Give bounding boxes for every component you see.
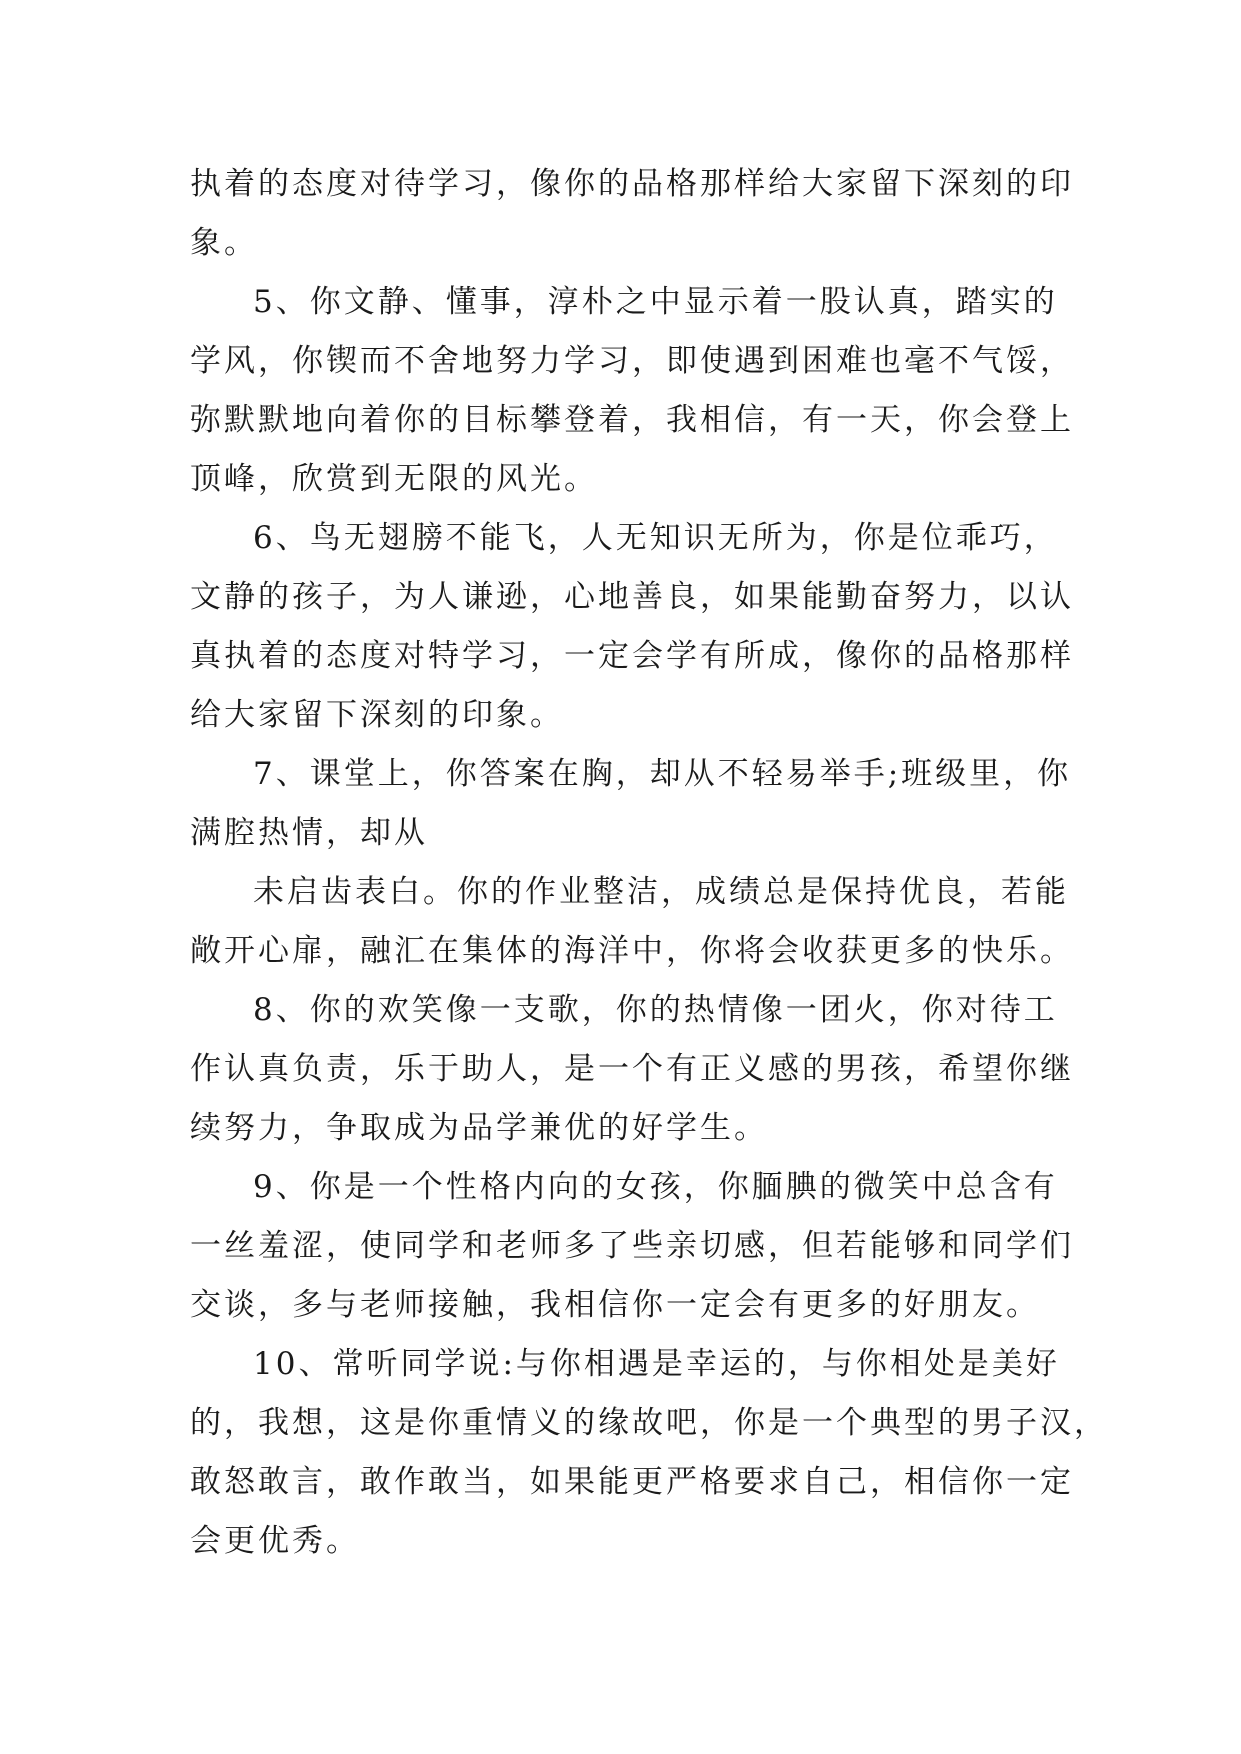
text-line: 交谈，多与老师接触，我相信你一定会有更多的好朋友。 xyxy=(190,1287,1040,1323)
text-line: 续努力，争取成为品学兼优的好学生。 xyxy=(190,1110,768,1146)
text-line: 敢怒敢言，敢作敢当，如果能更严格要求自己，相信你一定 xyxy=(190,1464,1074,1500)
text-line: 5、你文静、懂事，淳朴之中显示着一股认真，踏实的 xyxy=(253,284,1058,320)
text-line: 弥默默地向着你的目标攀登着，我相信，有一天，你会登上 xyxy=(190,402,1074,438)
text-line: 9、你是一个性格内向的女孩，你腼腆的微笑中总含有 xyxy=(253,1169,1058,1205)
text-line: 未启齿表白。你的作业整洁，成绩总是保持优良，若能 xyxy=(253,874,1069,910)
text-line: 学风，你锲而不舍地努力学习，即使遇到困难也毫不气馁， xyxy=(190,343,1074,379)
text-line: 作认真负责，乐于助人，是一个有正义感的男孩，希望你继 xyxy=(190,1051,1074,1087)
text-line: 敞开心扉，融汇在集体的海洋中，你将会收获更多的快乐。 xyxy=(190,933,1074,969)
text-line: 7、课堂上，你答案在胸，却从不轻易举手;班级里，你 xyxy=(253,756,1072,792)
text-line: 的，我想，这是你重情义的缘故吧，你是一个典型的男子汉， xyxy=(190,1405,1108,1441)
text-line: 象。 xyxy=(190,225,258,261)
text-line: 文静的孩子，为人谦逊，心地善良，如果能勤奋努力，以认 xyxy=(190,579,1074,615)
text-line: 10、常听同学说:与你相遇是幸运的，与你相处是美好 xyxy=(253,1346,1060,1382)
text-line: 顶峰，欣赏到无限的风光。 xyxy=(190,461,598,497)
text-line: 执着的态度对待学习，像你的品格那样给大家留下深刻的印 xyxy=(190,166,1074,202)
text-line: 真执着的态度对特学习，一定会学有所成，像你的品格那样 xyxy=(190,638,1074,674)
text-line: 给大家留下深刻的印象。 xyxy=(190,697,564,733)
text-line: 一丝羞涩，使同学和老师多了些亲切感，但若能够和同学们 xyxy=(190,1228,1074,1264)
text-line: 6、鸟无翅膀不能飞，人无知识无所为，你是位乖巧， xyxy=(253,520,1058,556)
text-line: 8、你的欢笑像一支歌，你的热情像一团火，你对待工 xyxy=(253,992,1058,1028)
text-line: 会更优秀。 xyxy=(190,1523,360,1559)
text-line: 满腔热情，却从 xyxy=(190,815,428,851)
